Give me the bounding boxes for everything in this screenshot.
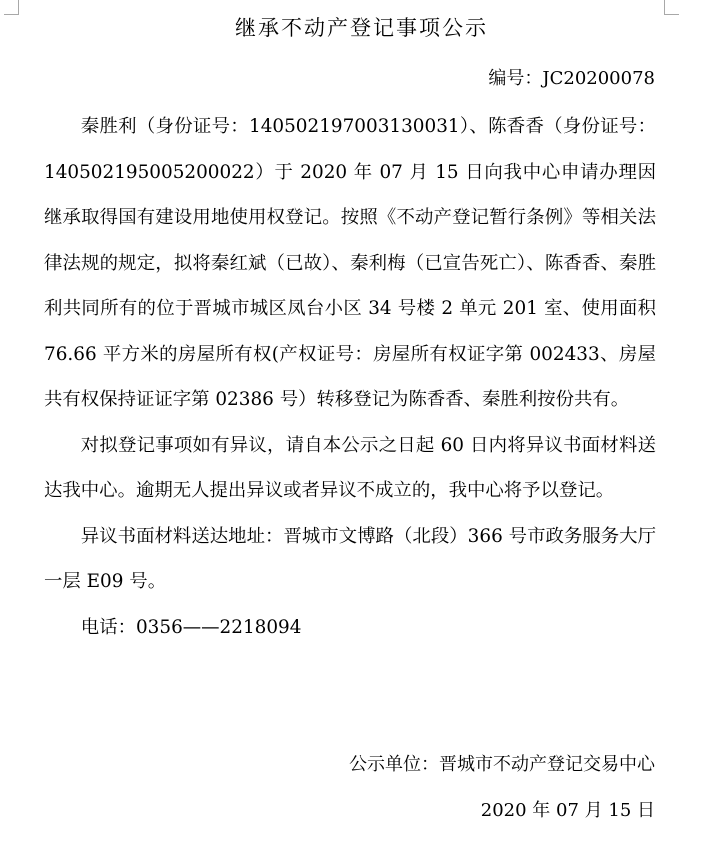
signature-date: 2020 年 07 月 15 日 — [480, 800, 655, 821]
paragraph-objection: 对拟登记事项如有异议，请自本公示之日起 60 日内将异议书面材料送达我中心。逾期无人提出异议或者异议不成立的，我中心将予以登记。 — [44, 434, 656, 501]
document-title: 继承不动产登记事项公示 — [235, 16, 488, 40]
document-body — [44, 104, 656, 650]
document-number: 编号：JC20200078 — [488, 68, 655, 89]
paragraph-main: 秦胜利（身份证号：140502197003130031）、陈香香（身份证号：140502195005200022）于 2020 年 07 月 15 日向我中心申请办理因继承取得国有建设用地使用权登记。按照《不动产登记暂行条例》等相关法律法规的规定，拟将秦红斌（已故）、秦利梅（已宣告死亡）、陈香香、秦胜利共同所有的位于晋城市城区凤台小区 34 号楼 2 单元 201 室、使用面积 76.66 平方米的房屋所有权(产权证号：房屋所有权证字第 002433、房屋共有权保持证证字第 02386 号）转移登记为陈香香、秦胜利按份共有。 — [44, 116, 656, 410]
signature-unit: 公示单位：晋城市不动产登记交易中心 — [349, 754, 655, 775]
paragraph-phone: 电话：0356——2218094 — [80, 616, 302, 638]
paragraph-address: 异议书面材料送达地址：晋城市文博路（北段）366 号市政务服务大厅一层 E09 号。 — [44, 525, 656, 592]
